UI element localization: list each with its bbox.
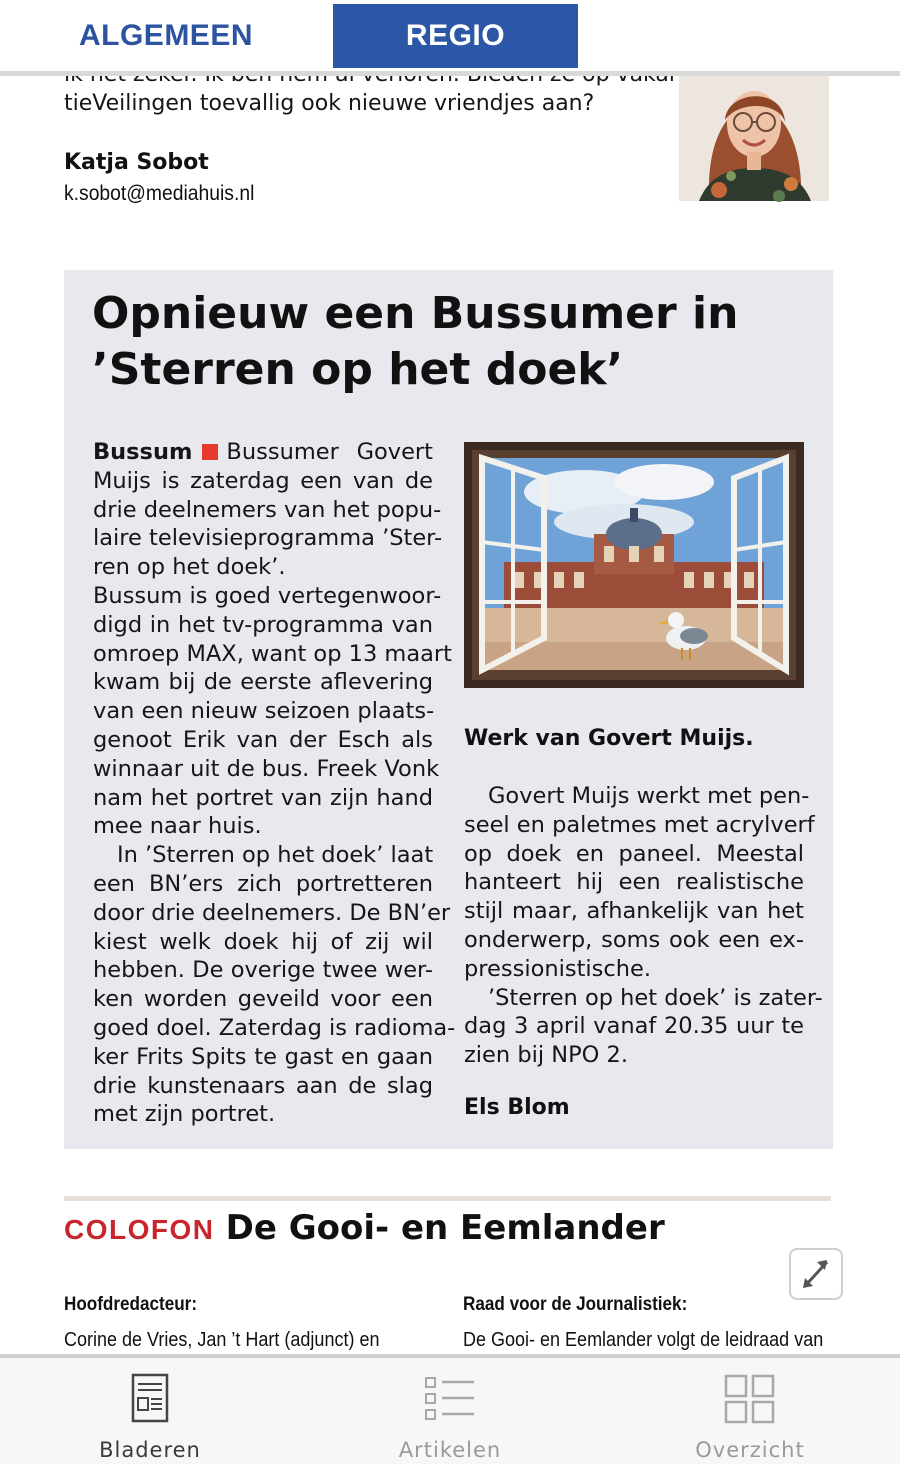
colofon-paper-name: De Gooi- en Eemlander	[225, 1208, 665, 1248]
nav-artikelen[interactable]	[300, 1358, 600, 1464]
nav-label: Bladeren	[99, 1438, 201, 1462]
colofon-left-text: Corine de Vries, Jan ’t Hart (adjunct) en	[64, 1329, 380, 1351]
article-text-line: met zijn portret.	[93, 1101, 276, 1128]
article-text-line: een BN’ers zich portretteren	[93, 870, 433, 897]
grid-icon	[600, 1372, 900, 1428]
tab-algemeen[interactable]: ALGEMEEN	[20, 4, 312, 68]
article-text-line: digd in het tv-programma van	[93, 611, 433, 638]
article-text-line: zien bij NPO 2.	[464, 1042, 628, 1069]
article-dateline: Bussum	[93, 439, 193, 465]
article-headline	[92, 286, 812, 398]
tab-regio[interactable]: REGIO	[333, 4, 578, 68]
article-text-line: goed doel. Zaterdag is radioma-	[93, 1014, 456, 1041]
article-text-line: door drie deelnemers. De BN’er	[93, 899, 451, 926]
article-text-line: laire televisieprogramma ’Ster-	[93, 525, 443, 552]
author-name: Katja Sobot	[64, 150, 209, 175]
article-painting-image[interactable]	[464, 442, 804, 688]
colofon-right-heading: Raad voor de Journalistiek:	[463, 1294, 688, 1315]
newspaper-page[interactable]	[0, 76, 900, 1354]
article-text-line: In ’Sterren op het doek’ laat	[117, 842, 434, 869]
article-text-line: hanteert hij een realistische	[464, 869, 804, 896]
article-text-line: drie kunstenaars aan de slag	[93, 1072, 433, 1099]
article-text-line: dag 3 april vanaf 20.35 uur te	[464, 1013, 804, 1040]
article-byline: Els Blom	[464, 1095, 570, 1120]
article-text-line	[93, 438, 433, 467]
article-text-line: winnaar uit de bus. Freek Vonk	[93, 755, 440, 782]
previous-article-line: tieVeilingen toevallig ook nieuwe vriendjes aan?	[64, 91, 595, 116]
article-text: Bussumer Govert	[226, 439, 433, 465]
colofon-label: COLOFON	[64, 1214, 215, 1245]
nav-overzicht[interactable]	[600, 1358, 900, 1464]
article-text-line: Bussum is goed vertegenwoor-	[93, 582, 442, 609]
headline-line: ’Sterren op het doek’	[92, 344, 624, 395]
image-caption: Werk van Govert Muijs.	[464, 726, 754, 751]
colofon-left-heading: Hoofdredacteur:	[64, 1294, 198, 1315]
article-text-line: mee naar huis.	[93, 813, 262, 840]
colofon-divider	[64, 1196, 831, 1201]
expand-button[interactable]	[789, 1248, 843, 1300]
bottom-navigation	[0, 1354, 900, 1464]
article-text-line: op doek en paneel. Meestal	[464, 840, 804, 867]
article-text-line: pressionistische.	[464, 955, 651, 982]
article-text-line: kiest welk doek hij of zij wil	[93, 928, 433, 955]
article-body-right-column	[464, 782, 823, 1070]
article-text-line: genoot Erik van der Esch als	[93, 726, 433, 753]
article-text-line: van een nieuw seizoen plaats-	[93, 698, 435, 725]
list-icon	[300, 1372, 600, 1428]
colofon-right-text: De Gooi- en Eemlander volgt de leidraad van	[463, 1329, 824, 1351]
author-photo	[679, 72, 829, 201]
nav-label: Artikelen	[398, 1438, 502, 1462]
article-text-line: ’Sterren op het doek’ is zater-	[488, 984, 823, 1011]
article-text-line: ren op het doek’.	[93, 554, 286, 581]
article-text-line: hebben. De overige twee wer-	[93, 957, 433, 984]
page-icon	[0, 1372, 300, 1428]
colofon-header	[64, 1208, 665, 1248]
expand-arrows-icon	[791, 1250, 841, 1298]
nav-bladeren[interactable]	[0, 1358, 300, 1464]
article-text-line: nam het portret van zijn hand	[93, 784, 433, 811]
article-text-line: stijl maar, afhankelijk van het	[464, 898, 804, 925]
article-text-line: ker Frits Spits te gast en gaan	[93, 1043, 433, 1070]
article-body-left-column	[93, 438, 456, 1129]
nav-label: Overzicht	[695, 1438, 805, 1462]
section-tab-bar	[0, 0, 900, 76]
article-text-line: Muijs is zaterdag een van de	[93, 467, 433, 494]
author-email: k.sobot@mediahuis.nl	[64, 182, 255, 205]
article-text-line: ken worden geveild voor een	[93, 986, 433, 1013]
article-text-line: omroep MAX, want op 13 maart	[93, 640, 452, 667]
article-text-line: onderwerp, soms ook een ex-	[464, 926, 804, 953]
article-sterren-op-het-doek[interactable]	[64, 270, 833, 1149]
article-text-line: Govert Muijs werkt met pen-	[488, 783, 810, 809]
article-text-line: kwam bij de eerste aflevering	[93, 669, 433, 696]
article-text-line: seel en paletmes met acrylverf	[464, 811, 815, 838]
red-square-icon	[202, 444, 218, 460]
article-text-line: drie deelnemers van het popu-	[93, 496, 442, 523]
headline-line: Opnieuw een Bussumer in	[92, 288, 739, 339]
